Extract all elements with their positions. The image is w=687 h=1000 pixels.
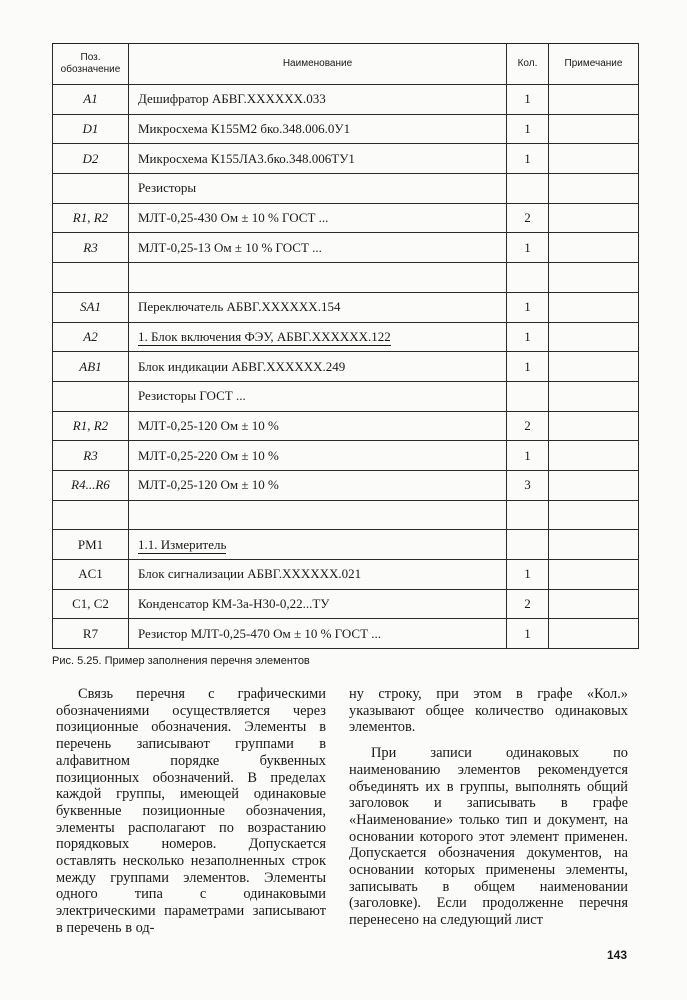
cell-designation: R4...R6 bbox=[53, 470, 129, 500]
table-row bbox=[53, 560, 639, 590]
cell-note bbox=[549, 589, 639, 619]
cell-designation: R3 bbox=[53, 233, 129, 263]
paragraph: При записи одинаковых по наименованию элементов рекомендуется объединять их в группы, выполнять общий заголовок и записывать в графе «Наименование» только тип и документ, на основании которого этот элемент применен. Допускается обозначения документов, на основании которых применены элементы, записывать в общем наименовании (заголовке). Если продолженне перечня перенесено на следующий лист bbox=[349, 745, 628, 929]
cell-note bbox=[549, 500, 639, 530]
cell-name: МЛТ-0,25-120 Ом ± 10 % bbox=[129, 411, 507, 441]
cell-designation: AB1 bbox=[53, 352, 129, 382]
cell-note bbox=[549, 263, 639, 293]
cell-note bbox=[549, 381, 639, 411]
table-row bbox=[53, 233, 639, 263]
cell-note bbox=[549, 530, 639, 560]
table-row bbox=[53, 203, 639, 233]
header-qty: Кол. bbox=[507, 44, 549, 85]
cell-qty: 1 bbox=[507, 85, 549, 115]
table-header-row bbox=[53, 44, 639, 85]
cell-name: МЛТ-0,25-13 Ом ± 10 % ГОСТ ... bbox=[129, 233, 507, 263]
cell-designation: D2 bbox=[53, 144, 129, 174]
cell-qty: 1 bbox=[507, 441, 549, 471]
cell-note bbox=[549, 441, 639, 471]
cell-name: Переключатель АБВГ.XXXXXX.154 bbox=[129, 292, 507, 322]
cell-name: Резисторы ГОСТ ... bbox=[129, 381, 507, 411]
cell-designation: PM1 bbox=[53, 530, 129, 560]
table-row bbox=[53, 322, 639, 352]
table-row bbox=[53, 144, 639, 174]
cell-qty bbox=[507, 530, 549, 560]
cell-designation: R3 bbox=[53, 441, 129, 471]
page-number: 143 bbox=[607, 948, 628, 962]
paragraph: ну строку, при этом в графе «Кол.» указывают общее количество одинаковых элементов. bbox=[349, 686, 628, 736]
cell-qty: 3 bbox=[507, 470, 549, 500]
cell-qty: 2 bbox=[507, 411, 549, 441]
cell-note bbox=[549, 470, 639, 500]
cell-qty: 1 bbox=[507, 114, 549, 144]
cell-note bbox=[549, 560, 639, 590]
elements-list-table bbox=[52, 43, 639, 649]
text-column-left bbox=[56, 686, 326, 937]
cell-note bbox=[549, 292, 639, 322]
table-row bbox=[53, 619, 639, 649]
cell-designation: AC1 bbox=[53, 560, 129, 590]
table-row bbox=[53, 114, 639, 144]
table-row bbox=[53, 589, 639, 619]
cell-designation bbox=[53, 381, 129, 411]
cell-name: МЛТ-0,25-430 Ом ± 10 % ГОСТ ... bbox=[129, 203, 507, 233]
cell-designation: A1 bbox=[53, 85, 129, 115]
table-row bbox=[53, 292, 639, 322]
cell-name: Резисторы bbox=[129, 174, 507, 204]
cell-name: Микросхема К155М2 бко.348.006.0У1 bbox=[129, 114, 507, 144]
cell-note bbox=[549, 114, 639, 144]
cell-name bbox=[129, 530, 507, 560]
cell-designation: R1, R2 bbox=[53, 411, 129, 441]
cell-qty bbox=[507, 500, 549, 530]
cell-designation: R1, R2 bbox=[53, 203, 129, 233]
cell-name bbox=[129, 263, 507, 293]
table-row bbox=[53, 441, 639, 471]
cell-note bbox=[549, 233, 639, 263]
table-row bbox=[53, 352, 639, 382]
header-name: Наименование bbox=[129, 44, 507, 85]
cell-designation bbox=[53, 263, 129, 293]
table-row bbox=[53, 174, 639, 204]
table-row bbox=[53, 263, 639, 293]
cell-name: Микросхема К155ЛА3.бко.348.006ТУ1 bbox=[129, 144, 507, 174]
cell-name: Блок индикации АБВГ.XXXXXX.249 bbox=[129, 352, 507, 382]
cell-note bbox=[549, 619, 639, 649]
table-row bbox=[53, 381, 639, 411]
cell-name: МЛТ-0,25-120 Ом ± 10 % bbox=[129, 470, 507, 500]
cell-note bbox=[549, 144, 639, 174]
cell-note bbox=[549, 322, 639, 352]
cell-note bbox=[549, 174, 639, 204]
table-row bbox=[53, 470, 639, 500]
cell-qty: 1 bbox=[507, 322, 549, 352]
text-column-right bbox=[349, 686, 628, 929]
cell-designation: R7 bbox=[53, 619, 129, 649]
cell-designation bbox=[53, 500, 129, 530]
cell-designation: SA1 bbox=[53, 292, 129, 322]
table-row bbox=[53, 500, 639, 530]
header-note: Примечание bbox=[549, 44, 639, 85]
cell-note bbox=[549, 203, 639, 233]
cell-qty bbox=[507, 263, 549, 293]
cell-name bbox=[129, 322, 507, 352]
table-row bbox=[53, 411, 639, 441]
figure-caption: Рис. 5.25. Пример заполнения перечня элементов bbox=[52, 655, 310, 667]
cell-note bbox=[549, 85, 639, 115]
cell-name: Конденсатор КМ-3а-Н30-0,22...ТУ bbox=[129, 589, 507, 619]
cell-designation bbox=[53, 174, 129, 204]
cell-designation: C1, C2 bbox=[53, 589, 129, 619]
cell-qty: 1 bbox=[507, 560, 549, 590]
cell-designation: A2 bbox=[53, 322, 129, 352]
cell-note bbox=[549, 411, 639, 441]
cell-qty: 1 bbox=[507, 619, 549, 649]
table-row bbox=[53, 85, 639, 115]
cell-name: Дешифратор АБВГ.XXXXXX.033 bbox=[129, 85, 507, 115]
cell-name: МЛТ-0,25-220 Ом ± 10 % bbox=[129, 441, 507, 471]
cell-note bbox=[549, 352, 639, 382]
section-heading: 1.1. Измеритель bbox=[138, 536, 227, 552]
cell-name bbox=[129, 500, 507, 530]
cell-designation: D1 bbox=[53, 114, 129, 144]
cell-qty: 1 bbox=[507, 144, 549, 174]
section-heading: 1. Блок включения ФЭУ, АБВГ.XXXXXX.122 bbox=[138, 328, 391, 344]
cell-name: Резистор МЛТ-0,25-470 Ом ± 10 % ГОСТ ... bbox=[129, 619, 507, 649]
cell-qty: 2 bbox=[507, 203, 549, 233]
cell-qty: 1 bbox=[507, 352, 549, 382]
cell-qty: 2 bbox=[507, 589, 549, 619]
cell-name: Блок сигнализации АБВГ.XXXXXX.021 bbox=[129, 560, 507, 590]
header-designation: Поз. обозначение bbox=[53, 44, 129, 85]
cell-qty bbox=[507, 381, 549, 411]
paragraph: Связь перечня с графическими обозначениями осуществляется через позиционные обозначения. Элементы в перечень записывают группами в алфавитном порядке буквенных позиционных обозначений. В пределах каждой группы, имеющей одинаковые буквенные позиционные обозначения, элементы располагают по возрастанию порядковых номеров. Допускается оставлять несколько незаполненных строк между группами элементов. Элементы одного типа с одинаковыми электрическими параметрами записывают в перечень в од- bbox=[56, 686, 326, 936]
cell-qty bbox=[507, 174, 549, 204]
table-row bbox=[53, 530, 639, 560]
cell-qty: 1 bbox=[507, 233, 549, 263]
cell-qty: 1 bbox=[507, 292, 549, 322]
